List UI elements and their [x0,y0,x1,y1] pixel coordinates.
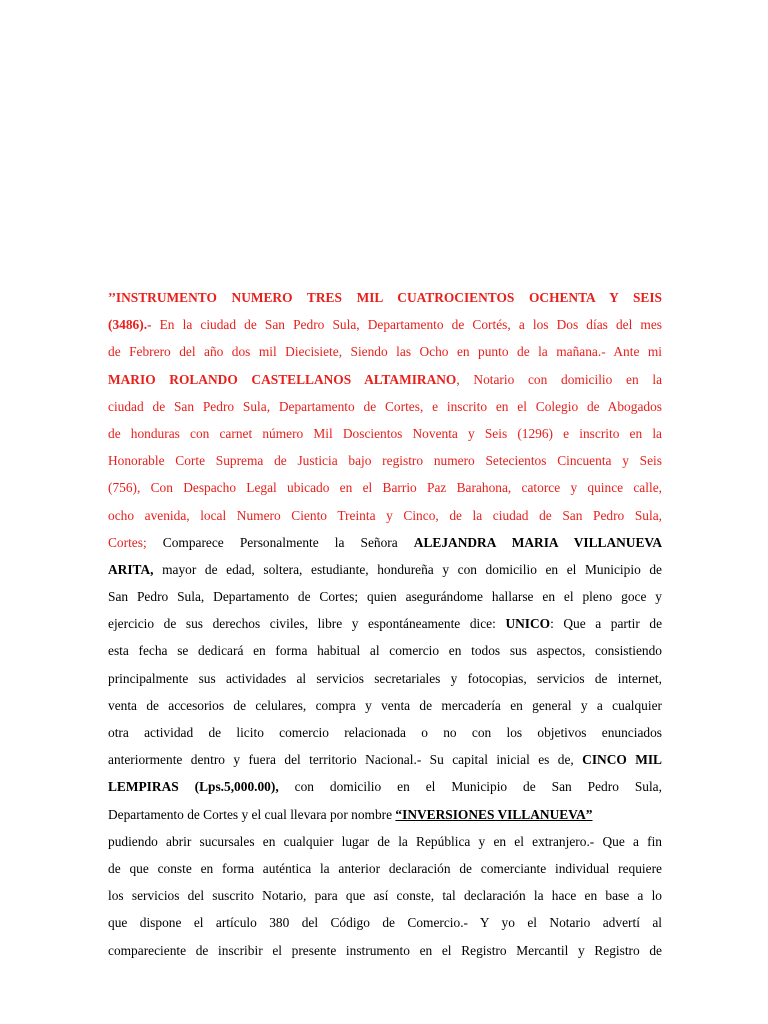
text-run: (3486).- [108,317,152,333]
text-run: UNICO [505,616,551,632]
text-run: ejercicio de sus derechos civiles, libre y espontáneamente dice: [108,616,506,632]
text-line [108,855,662,882]
text-run: ALEJANDRA MARIA VILLANUEVA [413,534,662,550]
text-run: ciudad de San Pedro Sula, Departamento de Cortes, e inscrito en el Colegio de Abogados [108,398,662,414]
text-run: venta de accesorios de celulares, compra y venta de mercadería en general y a cualquier [108,697,662,713]
text-run: CINCO MIL [582,752,662,768]
text-line [108,746,662,773]
text-run: pudiendo abrir sucursales en cualquier lugar de la República y en el extranjero.- Que a fin [108,833,662,849]
text-line [108,474,662,501]
text-run: de que conste en forma auténtica la anterior declaración de comerciante individual requiere [108,860,662,876]
text-run: esta fecha se dedicará en forma habitual al comercio en todos sus aspectos, consistiendo [108,643,662,659]
text-line [108,828,662,855]
text-line [108,447,662,474]
text-line [108,882,662,909]
text-line [108,284,662,311]
text-line [108,393,662,420]
text-line [108,502,662,529]
text-line [108,692,662,719]
text-run: “INVERSIONES VILLANUEVA” [395,806,593,822]
notarial-instrument-text [108,284,662,964]
text-line [108,610,662,637]
text-line [108,583,662,610]
text-run: mayor de edad, soltera, estudiante, hondureña y con domicilio en el Municipio de [153,561,662,577]
text-line [108,420,662,447]
text-run: de honduras con carnet número Mil Doscientos Noventa y Seis (1296) e inscrito en la [108,425,662,441]
text-run: ocho avenida, local Numero Ciento Treinta y Cinco, de la ciudad de San Pedro Sula, [108,507,662,523]
text-line [108,937,662,964]
text-line [108,556,662,583]
text-line [108,529,662,556]
text-run: LEMPIRAS (Lps.5,000.00), [108,779,279,795]
text-run: de Febrero del año dos mil Diecisiete, Siendo las Ocho en punto de la mañana.- Ante mi [108,344,662,360]
text-line [108,719,662,746]
text-line [108,909,662,936]
text-run: otra actividad de licito comercio relacionada o no con los objetivos enunciados [108,725,662,740]
text-run: MARIO ROLANDO CASTELLANOS ALTAMIRANO [108,371,457,387]
text-run: En la ciudad de San Pedro Sula, Departamento de Cortés, a los Dos días del mes [151,317,662,333]
text-run: ’’INSTRUMENTO NUMERO TRES MIL CUATROCIENTOS OCHENTA Y SEIS [108,290,662,305]
text-run: principalmente sus actividades al servicios secretariales y fotocopias, servicios de internet, [108,670,662,686]
text-line [108,801,662,828]
text-run: que dispone el artículo 380 del Código de Comercio.- Y yo el Notario advertí al [108,915,662,931]
text-line [108,637,662,664]
text-line [108,338,662,365]
text-line [108,665,662,692]
text-run: San Pedro Sula, Departamento de Cortes; quien asegurándome hallarse en el pleno goce y [108,589,662,605]
text-line [108,366,662,393]
text-run: Departamento de Cortes y el cual llevara por nombre [108,806,396,822]
text-line [108,773,662,800]
text-run: : Que a partir de [550,616,663,632]
text-run: Honorable Corte Suprema de Justicia bajo registro numero Setecientos Cincuenta y Seis [108,453,662,469]
text-run: , Notario con domicilio en la [456,371,663,387]
text-line [108,311,662,338]
text-run: con domicilio en el Municipio de San Pedro Sula, [278,779,662,795]
text-run: (756), Con Despacho Legal ubicado en el Barrio Paz Barahona, catorce y quince calle, [108,480,662,496]
text-run: Cortes; [108,534,147,550]
text-run: ARITA, [108,561,154,577]
text-run: anteriormente dentro y fuera del territorio Nacional.- Su capital inicial es de, [108,752,583,768]
text-run: Comparece Personalmente la Señora [146,534,414,550]
text-run: compareciente de inscribir el presente instrumento en el Registro Mercantil y Registro de [108,942,662,958]
text-run: los servicios del suscrito Notario, para que así conste, tal declaración la hace en base a lo [108,888,662,904]
